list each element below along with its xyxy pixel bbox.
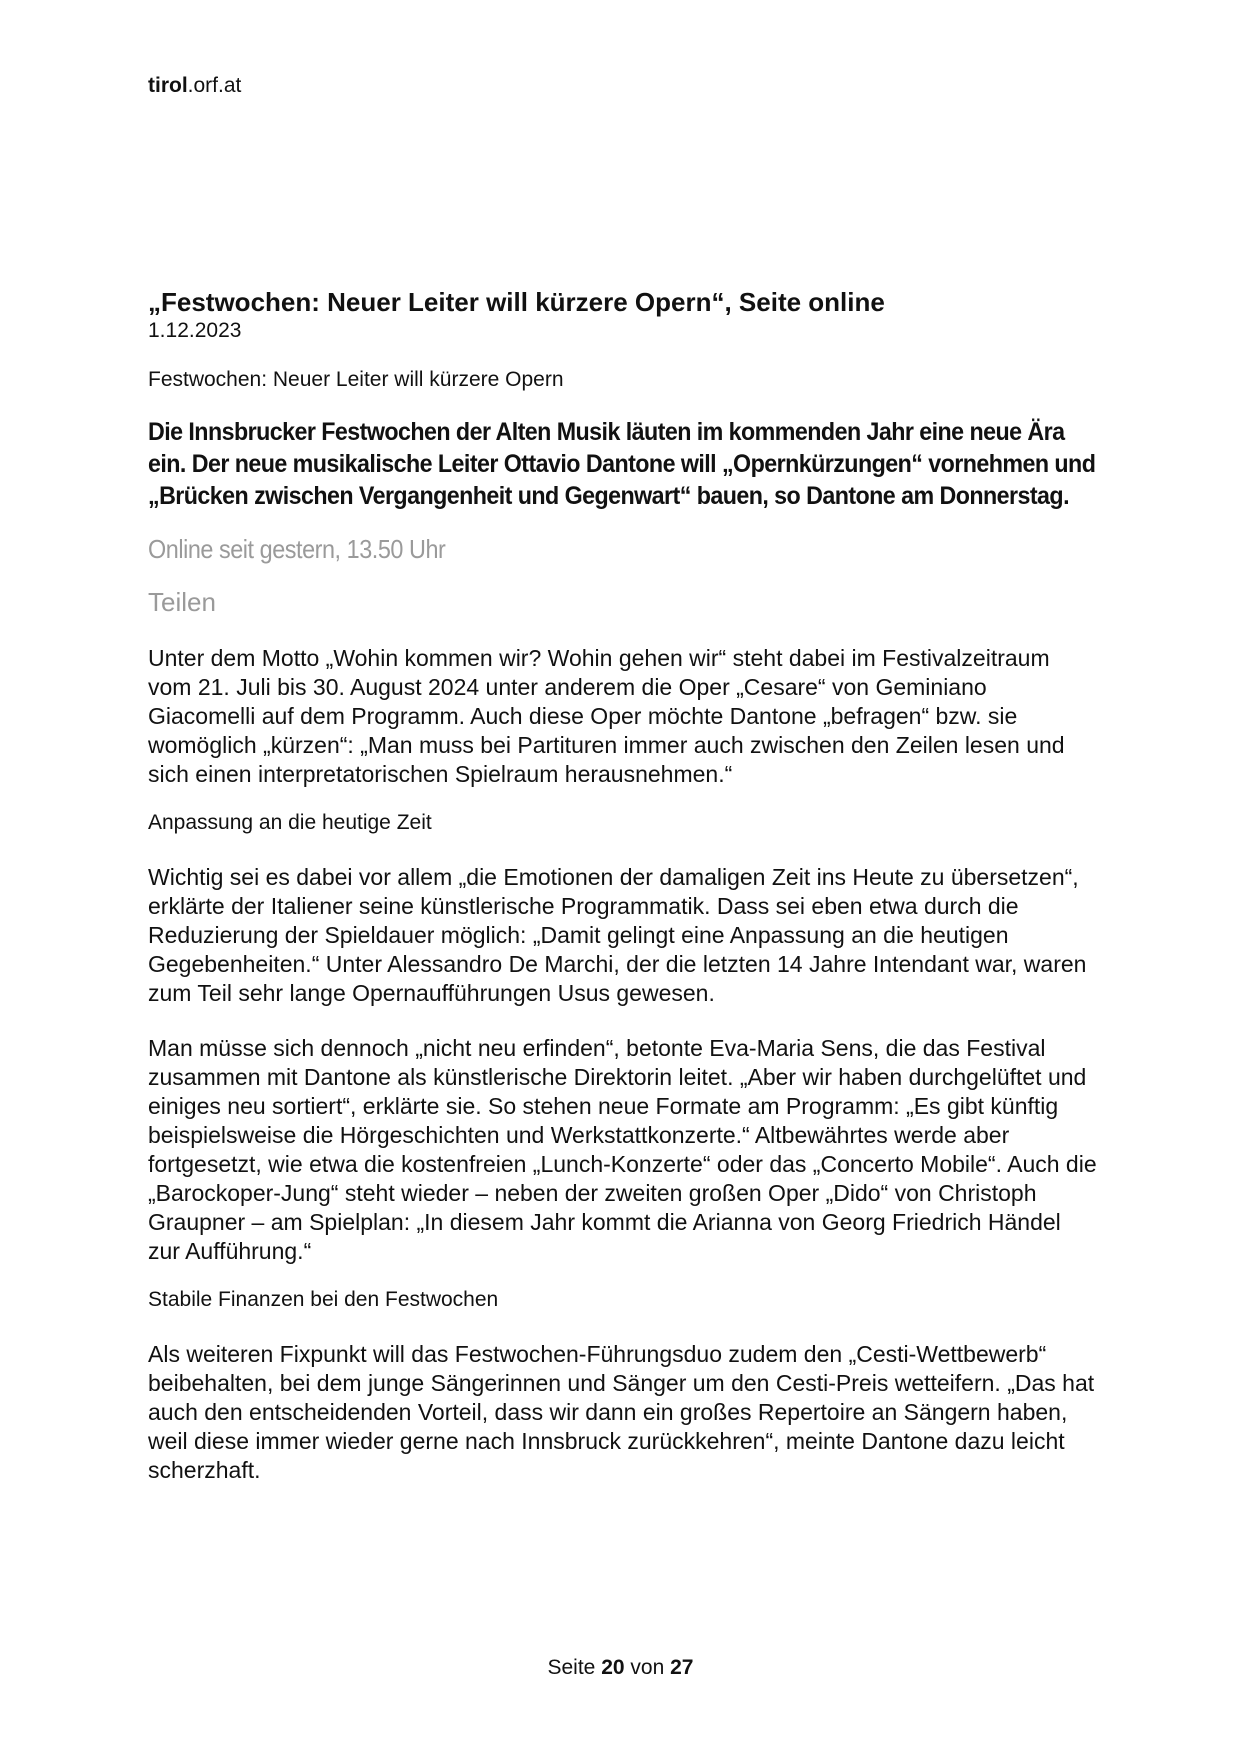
page-prefix: Seite [547, 1656, 596, 1679]
article [148, 286, 1098, 1485]
site-name-rest: .orf.at [187, 74, 242, 97]
subheading-2: Stabile Finanzen bei den Festwochen [148, 1288, 499, 1311]
paragraph-4: Als weiteren Fixpunkt will das Festwochen-Führungsduo zudem den „Cesti-Wettbewerb“ beibehalten, bei dem junge Sängerinnen und Sänger um den Cesti-Preis wetteifern. „Das hat auch den entscheidenden Vorteil, dass wir dann ein großes Repertoire an Sängern haben, weil diese immer wieder gerne nach Innsbruck zurückkehren“, meinte Dantone dazu leicht scherzhaft. [148, 1341, 1095, 1483]
online-since: Online seit gestern, 13.50 Uhr [148, 534, 446, 564]
share-link[interactable]: Teilen [148, 587, 216, 617]
page-current: 20 [601, 1656, 625, 1679]
paragraph-2: Wichtig sei es dabei vor allem „die Emotionen der damaligen Zeit ins Heute zu übersetzen“, erklärte der Italiener seine künstlerische Programmatik. Dass sei eben etwa durch die Reduzierung der Spieldauer möglich: „Damit gelingt eine Anpassung an die heutigen Gegebenheiten.“ Unter Alessandro De Marchi, der die letzten 14 Jahre Intendant war, waren zum Teil sehr lange Opernaufführungen Usus gewesen. [148, 864, 1087, 1006]
page-middle: von [630, 1656, 665, 1679]
site-name [148, 74, 241, 98]
subheading-1: Anpassung an die heutige Zeit [148, 811, 432, 834]
paragraph-1: Unter dem Motto „Wohin kommen wir? Wohin gehen wir“ steht dabei im Festivalzeitraum vom 21. Juli bis 30. August 2024 unter anderem die Oper „Cesare“ von Geminiano Giacomelli auf dem Programm. Auch diese Oper möchte Dantone „befragen“ bzw. sie womöglich „kürzen“: „Man muss bei Partituren immer auch zwischen den Zeilen lesen und sich einen interpretatorischen Spielraum herausnehmen.“ [148, 645, 1065, 787]
article-kicker: Festwochen: Neuer Leiter will kürzere Opern [148, 368, 564, 391]
article-date: 1.12.2023 [148, 319, 242, 342]
page-footer [0, 1656, 1241, 1680]
article-lead: Die Innsbrucker Festwochen der Alten Musik läuten im kommenden Jahr eine neue Ära ein. Der neue musikalische Leiter Ottavio Dantone will „Opernkürzungen“ vornehmen und „Brücken zwischen Vergangenheit und Gegenwart“ bauen, so Dantone am Donnerstag. [148, 418, 1096, 510]
paragraph-3: Man müsse sich dennoch „nicht neu erfinden“, betonte Eva-Maria Sens, die das Festival zusammen mit Dantone als künstlerische Direktorin leitet. „Aber wir haben durchgelüftet und einiges neu sortiert“, erklärte sie. So stehen neue Formate am Programm: „Es gibt künftig beispielsweise die Hörgeschichten und Werkstattkonzerte.“ Altbewährtes werde aber fortgesetzt, wie etwa die kostenfreien „Lunch-Konzerte“ oder das „Concerto Mobile“. Auch die „Barockoper-Jung“ steht wieder – neben der zweiten großen Oper „Dido“ von Christoph Graupner – am Spielplan: „In diesem Jahr kommt die Arianna von Georg Friedrich Händel zur Aufführung.“ [148, 1035, 1097, 1264]
page-total: 27 [670, 1656, 694, 1679]
site-name-bold: tirol [148, 74, 188, 97]
article-title: „Festwochen: Neuer Leiter will kürzere Opern“, Seite online [148, 287, 885, 317]
